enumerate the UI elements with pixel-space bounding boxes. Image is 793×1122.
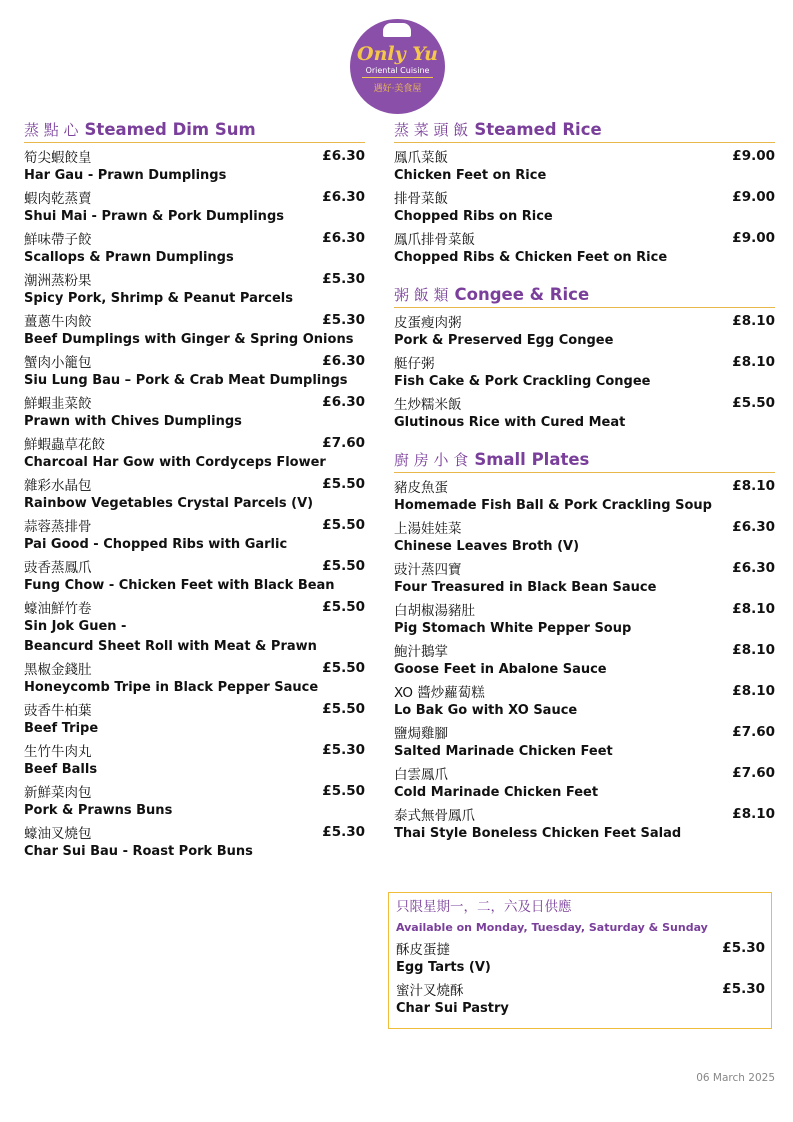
menu-item-chinese-name: 生炒糯米飯: [394, 396, 462, 413]
chef-hat-icon: [383, 23, 411, 37]
menu-item: [24, 514, 365, 555]
menu-item-price: £8.10: [732, 682, 775, 699]
menu-item-price: £7.60: [732, 764, 775, 781]
menu-item-price: £8.10: [732, 353, 775, 370]
menu-item-header: [394, 516, 775, 537]
menu-item-header: [394, 186, 775, 207]
menu-item-english-name-cont: Beancurd Sheet Roll with Meat & Prawn: [24, 639, 317, 654]
menu-item-english-name: Rainbow Vegetables Crystal Parcels (V): [24, 496, 314, 511]
menu-item: [24, 698, 365, 739]
menu-item-english-name: Egg Tarts (V): [396, 960, 491, 975]
section-title-chinese: 蒸 菜 頭 飯: [394, 121, 469, 139]
menu-item-header: [396, 937, 765, 958]
menu-item-header: [24, 186, 365, 207]
special-offer-english-note: Available on Monday, Tuesday, Saturday & Sunday: [396, 921, 708, 934]
menu-item-chinese-name: 潮洲蒸粉果: [24, 272, 92, 289]
menu-item-price: £8.10: [732, 312, 775, 329]
menu-item-price: £8.10: [732, 477, 775, 494]
menu-item-chinese-name: 鮮蝦蟲草花餃: [24, 436, 105, 453]
menu-item-english-name: Thai Style Boneless Chicken Feet Salad: [394, 826, 682, 841]
section-title: [394, 117, 775, 143]
logo-subtitle: Oriental Cuisine: [365, 66, 430, 75]
menu-item-english-name: Beef Dumplings with Ginger & Spring Onions: [24, 332, 354, 347]
menu-item-chinese-name: 薑蔥牛肉餃: [24, 313, 92, 330]
menu-item-english-name: Fung Chow - Chicken Feet with Black Bean: [24, 578, 335, 593]
menu-item-english-name: Chicken Feet on Rice: [394, 168, 547, 183]
menu-item-chinese-name: 蠔油叉燒包: [24, 825, 92, 842]
menu-item-price: £5.30: [322, 311, 365, 328]
menu-item-chinese-name: 白雲鳳爪: [394, 766, 448, 783]
menu-item-english-name: Pork & Prawns Buns: [24, 803, 173, 818]
restaurant-logo: [350, 19, 445, 114]
menu-item-header: [394, 680, 775, 701]
menu-item-chinese-name: 雜彩水晶包: [24, 477, 92, 494]
menu-item-price: £5.50: [732, 394, 775, 411]
section-spacer: [394, 268, 775, 282]
menu-item-chinese-name: 泰式無骨鳳爪: [394, 807, 475, 824]
menu-item-english-name: Four Treasured in Black Bean Sauce: [394, 580, 657, 595]
menu-item-chinese-name: 蜜汁叉燒酥: [396, 982, 464, 999]
menu-item-english-name: Chinese Leaves Broth (V): [394, 539, 580, 554]
menu-item-english-name: Char Sui Bau - Roast Pork Buns: [24, 844, 253, 859]
menu-item-price: £5.30: [322, 741, 365, 758]
menu-item: [396, 978, 765, 1019]
menu-item-header: [24, 391, 365, 412]
menu-item-chinese-name: 蝦肉乾蒸賣: [24, 190, 92, 207]
menu-item-chinese-name: 皮蛋瘦肉粥: [394, 314, 462, 331]
menu-item-price: £8.10: [732, 805, 775, 822]
menu-item: [394, 516, 775, 557]
menu-item-chinese-name: 筍尖蝦餃皇: [24, 149, 92, 166]
section-title-chinese: 粥 飯 類: [394, 286, 449, 304]
menu-item-price: £5.30: [322, 823, 365, 840]
menu-item-price: £6.30: [732, 518, 775, 535]
menu-item-header: [24, 739, 365, 760]
menu-item-english-name: Beef Tripe: [24, 721, 99, 736]
menu-item-price: £9.00: [732, 188, 775, 205]
menu-item-header: [24, 657, 365, 678]
menu-item-price: £5.50: [322, 557, 365, 574]
menu-item-header: [24, 145, 365, 166]
menu-date: 06 March 2025: [696, 1072, 775, 1084]
menu-item-header: [394, 803, 775, 824]
menu-item: [24, 780, 365, 821]
special-offer-items: [396, 937, 765, 1019]
menu-item-price: £5.30: [722, 980, 765, 997]
menu-item-price: £6.30: [322, 393, 365, 410]
menu-item-english-name: Beef Balls: [24, 762, 98, 777]
menu-item: [396, 937, 765, 978]
menu-item-price: £8.10: [732, 600, 775, 617]
menu-item-price: £8.10: [732, 641, 775, 658]
menu-item-english-name: Fish Cake & Pork Crackling Congee: [394, 374, 651, 389]
menu-item: [394, 310, 775, 351]
menu-item-header: [24, 821, 365, 842]
menu-item: [24, 227, 365, 268]
menu-item-header: [394, 557, 775, 578]
menu-item: [24, 596, 365, 657]
menu-item-english-name: Pig Stomach White Pepper Soup: [394, 621, 632, 636]
menu-item-price: £5.30: [722, 939, 765, 956]
menu-item-header: [394, 721, 775, 742]
section-title-english: Small Plates: [474, 450, 590, 469]
menu-item-chinese-name: 上湯娃娃菜: [394, 520, 462, 537]
menu-item-chinese-name: 黑椒金錢肚: [24, 661, 92, 678]
menu-item: [394, 145, 775, 186]
section-title-english: Steamed Dim Sum: [84, 120, 256, 139]
menu-item: [24, 145, 365, 186]
menu-item-header: [394, 227, 775, 248]
menu-item: [394, 186, 775, 227]
menu-item: [24, 350, 365, 391]
menu-item-chinese-name: 豉香牛柏葉: [24, 702, 92, 719]
menu-item-header: [396, 978, 765, 999]
menu-item: [394, 639, 775, 680]
menu-item-chinese-name: 排骨菜飯: [394, 190, 448, 207]
menu-item-header: [24, 514, 365, 535]
section-title: [394, 282, 775, 308]
menu-item: [394, 475, 775, 516]
menu-item-chinese-name: 蠔油鮮竹卷: [24, 600, 92, 617]
section-title-chinese: 蒸 點 心: [24, 121, 79, 139]
section-title-chinese: 廚 房 小 食: [394, 451, 469, 469]
menu-item-english-name: Har Gau - Prawn Dumplings: [24, 168, 227, 183]
menu-item-chinese-name: 豉香蒸鳳爪: [24, 559, 92, 576]
menu-item-price: £5.50: [322, 659, 365, 676]
menu-item-header: [24, 432, 365, 453]
menu-item-english-name: Pork & Preserved Egg Congee: [394, 333, 614, 348]
menu-item: [394, 351, 775, 392]
menu-item-chinese-name: 鹽焗雞腳: [394, 725, 448, 742]
menu-item-header: [24, 596, 365, 617]
menu-item: [24, 739, 365, 780]
menu-item: [394, 803, 775, 844]
menu-item-english-name: Shui Mai - Prawn & Pork Dumplings: [24, 209, 284, 224]
menu-item-english-name: Scallops & Prawn Dumplings: [24, 250, 234, 265]
menu-item-header: [24, 350, 365, 371]
menu-item-chinese-name: 蒜蓉蒸排骨: [24, 518, 92, 535]
menu-item: [24, 473, 365, 514]
menu-item-header: [394, 475, 775, 496]
menu-item: [24, 821, 365, 862]
menu-item-header: [24, 309, 365, 330]
menu-item-chinese-name: 新鮮菜肉包: [24, 784, 92, 801]
menu-item-price: £7.60: [322, 434, 365, 451]
menu-item-chinese-name: 鮮味帶子餃: [24, 231, 92, 248]
menu-item-english-name: Siu Lung Bau – Pork & Crab Meat Dumplings: [24, 373, 348, 388]
menu-item: [24, 432, 365, 473]
menu-item-english-name: Salted Marinade Chicken Feet: [394, 744, 613, 759]
menu-item-chinese-name: 艇仔粥: [394, 355, 435, 372]
menu-item-english-name: Char Sui Pastry: [396, 1001, 509, 1016]
menu-item-header: [24, 698, 365, 719]
menu-item-header: [24, 227, 365, 248]
menu-item-chinese-name: 白胡椒湯豬肚: [394, 602, 475, 619]
menu-item-price: £6.30: [322, 352, 365, 369]
menu-item-chinese-name: 鮑汁鵝掌: [394, 643, 448, 660]
menu-item-english-name: Cold Marinade Chicken Feet: [394, 785, 599, 800]
menu-item: [24, 657, 365, 698]
menu-item-english-name: Homemade Fish Ball & Pork Crackling Soup: [394, 498, 712, 513]
menu-item-price: £9.00: [732, 229, 775, 246]
menu-item-header: [394, 392, 775, 413]
menu-item-chinese-name: 豬皮魚蛋: [394, 479, 448, 496]
menu-item-price: £9.00: [732, 147, 775, 164]
menu-item-chinese-name: 豉汁蒸四寶: [394, 561, 462, 578]
menu-item-price: £6.30: [732, 559, 775, 576]
menu-item: [394, 598, 775, 639]
section-spacer: [394, 433, 775, 447]
section-title-english: Congee & Rice: [454, 285, 590, 304]
menu-item-header: [394, 351, 775, 372]
menu-item-english-name: Chopped Ribs on Rice: [394, 209, 553, 224]
menu-item-header: [24, 473, 365, 494]
menu-item: [394, 680, 775, 721]
menu-item-english-name: Lo Bak Go with XO Sauce: [394, 703, 578, 718]
menu-item-english-name: Spicy Pork, Shrimp & Peanut Parcels: [24, 291, 293, 306]
menu-item-header: [394, 639, 775, 660]
menu-item-price: £5.50: [322, 782, 365, 799]
menu-item-header: [394, 310, 775, 331]
menu-item: [394, 227, 775, 268]
menu-item-chinese-name: 生竹牛肉丸: [24, 743, 92, 760]
menu-item-price: £5.50: [322, 598, 365, 615]
special-offer-box: [388, 892, 772, 1029]
menu-item-english-name: Charcoal Har Gow with Cordyceps Flower: [24, 455, 326, 470]
section-title: [24, 117, 365, 143]
menu-item-chinese-name: XO 醬炒蘿蔔糕: [394, 684, 485, 701]
menu-item-chinese-name: 鳳爪菜飯: [394, 149, 448, 166]
menu-item-english-name: Goose Feet in Abalone Sauce: [394, 662, 607, 677]
menu-item-header: [394, 762, 775, 783]
menu-item-chinese-name: 酥皮蛋撻: [396, 941, 450, 958]
menu-item-price: £5.50: [322, 516, 365, 533]
logo-brand: Only Yu: [357, 43, 438, 65]
menu-item-header: [24, 268, 365, 289]
menu-item-english-name: Chopped Ribs & Chicken Feet on Rice: [394, 250, 668, 265]
menu-item-price: £7.60: [732, 723, 775, 740]
menu-item: [394, 721, 775, 762]
menu-item-header: [24, 555, 365, 576]
menu-item-price: £6.30: [322, 229, 365, 246]
menu-item-price: £5.50: [322, 700, 365, 717]
menu-item: [394, 392, 775, 433]
menu-item: [24, 555, 365, 596]
menu-item-price: £6.30: [322, 147, 365, 164]
menu-item: [24, 309, 365, 350]
menu-item-header: [394, 145, 775, 166]
logo-divider: [362, 77, 433, 78]
menu-item-chinese-name: 鳳爪排骨菜飯: [394, 231, 475, 248]
menu-item-english-name: Sin Jok Guen -: [24, 619, 127, 634]
right-menu-column: [394, 117, 775, 844]
menu-item: [24, 268, 365, 309]
menu-item: [394, 557, 775, 598]
menu-item-english-name: Prawn with Chives Dumplings: [24, 414, 242, 429]
section-title: [394, 447, 775, 473]
menu-item-header: [394, 598, 775, 619]
menu-item-english-name: Pai Good - Chopped Ribs with Garlic: [24, 537, 288, 552]
menu-item: [394, 762, 775, 803]
menu-item: [24, 186, 365, 227]
menu-item-english-name: Glutinous Rice with Cured Meat: [394, 415, 626, 430]
menu-item: [24, 391, 365, 432]
menu-item-price: £5.50: [322, 475, 365, 492]
menu-item-price: £5.30: [322, 270, 365, 287]
menu-item-price: £6.30: [322, 188, 365, 205]
menu-item-chinese-name: 蟹肉小籠包: [24, 354, 92, 371]
menu-item-header: [24, 780, 365, 801]
logo-chinese-name: 遇好·美食屋: [373, 84, 422, 94]
section-title-english: Steamed Rice: [474, 120, 602, 139]
menu-item-english-name: Honeycomb Tripe in Black Pepper Sauce: [24, 680, 319, 695]
menu-item-chinese-name: 鮮蝦韭菜餃: [24, 395, 92, 412]
left-menu-column: [24, 117, 365, 862]
special-offer-chinese-note: 只限星期一，二，六及日供應: [396, 899, 572, 915]
